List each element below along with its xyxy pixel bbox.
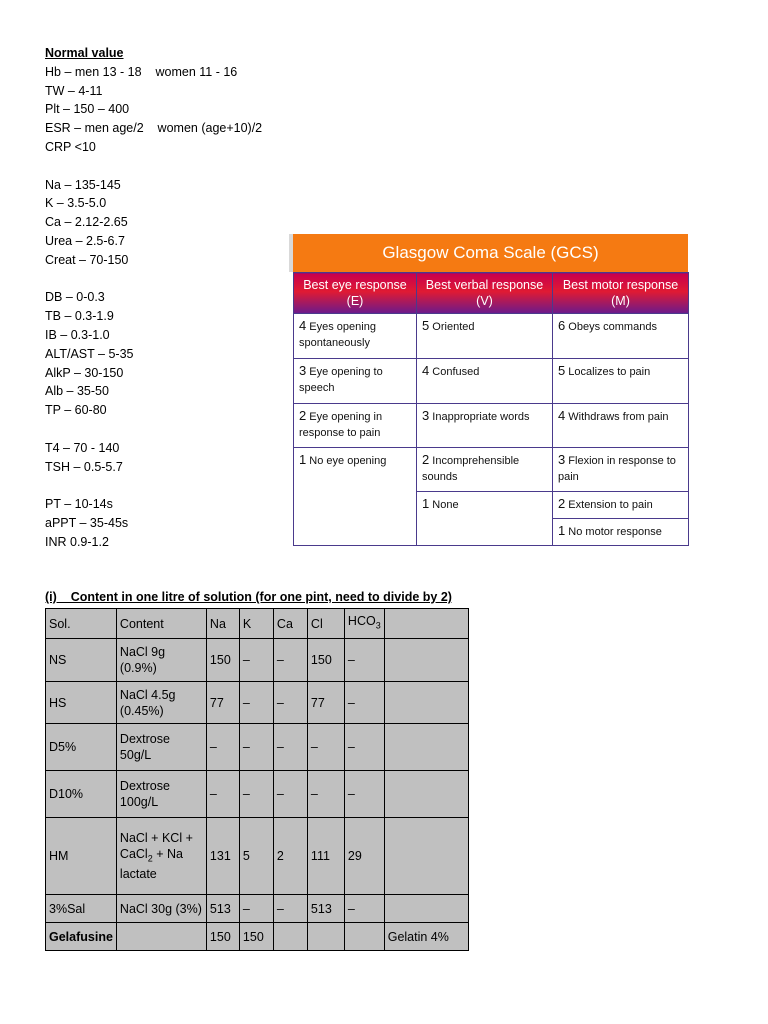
table-row	[46, 818, 469, 895]
table-row	[46, 923, 469, 951]
table-cell: 513	[206, 895, 239, 923]
table-cell	[384, 895, 468, 923]
table-cell: 5	[239, 818, 273, 895]
table-cell: 150	[239, 923, 273, 951]
table-cell	[307, 923, 344, 951]
gcs-verbal-cell: 1 None	[417, 492, 553, 546]
table-cell	[384, 771, 468, 818]
group-spacer	[45, 157, 262, 176]
header-cell: Ca	[273, 609, 307, 639]
gcs-verbal-cell: 2 Incomprehensible sounds	[417, 448, 553, 492]
normal-values-title: Normal value	[45, 46, 124, 60]
gcs-table	[293, 272, 689, 546]
gcs-motor-cell: 5 Localizes to pain	[553, 359, 689, 404]
gcs-header-verbal: Best verbal response (V)	[417, 273, 553, 314]
group-spacer	[45, 270, 262, 289]
table-cell: –	[307, 724, 344, 771]
table-cell: 150	[307, 639, 344, 682]
table-cell	[384, 724, 468, 771]
gcs-banner	[293, 234, 688, 272]
table-cell: –	[239, 895, 273, 923]
normal-value-line: TSH – 0.5-5.7	[45, 459, 123, 474]
gcs-eye-cell: 2 Eye opening in response to pain	[294, 404, 417, 448]
table-row	[46, 724, 469, 771]
normal-value-line: Hb – men 13 - 18 women 11 - 16	[45, 64, 238, 79]
table-cell: D5%	[46, 724, 117, 771]
normal-value-line: DB – 0-0.3	[45, 290, 105, 305]
table-cell: –	[344, 771, 384, 818]
header-cell: Na	[206, 609, 239, 639]
normal-value-line: Urea – 2.5-6.7	[45, 233, 125, 248]
table-cell: 131	[206, 818, 239, 895]
table-cell: –	[273, 639, 307, 682]
normal-value-line: ALT/AST – 5-35	[45, 346, 134, 361]
table-cell: –	[273, 724, 307, 771]
gcs-motor-cell: 6 Obeys commands	[553, 314, 689, 359]
gcs-header-eye: Best eye response (E)	[294, 273, 417, 314]
solutions-table-body	[46, 609, 469, 951]
table-cell: Gelafusine	[46, 923, 117, 951]
table-cell: –	[239, 639, 273, 682]
table-row	[46, 639, 469, 682]
table-cell	[344, 923, 384, 951]
table-cell: –	[344, 639, 384, 682]
normal-value-line: AlkP – 30-150	[45, 365, 124, 380]
normal-value-line: IB – 0.3-1.0	[45, 327, 110, 342]
normal-value-line: Na – 135-145	[45, 177, 121, 192]
header-cell: Content	[116, 609, 206, 639]
table-cell: –	[239, 771, 273, 818]
table-cell: –	[206, 724, 239, 771]
table-cell: 3%Sal	[46, 895, 117, 923]
normal-value-line: TW – 4-11	[45, 83, 103, 98]
table-cell: –	[344, 724, 384, 771]
normal-values-body	[45, 63, 262, 552]
normal-value-line: TB – 0.3-1.9	[45, 309, 114, 324]
normal-value-line: Alb – 35-50	[45, 384, 109, 399]
gcs-eye-cell: 1 No eye opening	[294, 448, 417, 546]
table-cell: 29	[344, 818, 384, 895]
normal-value-line: Ca – 2.12-2.65	[45, 215, 128, 230]
header-cell: K	[239, 609, 273, 639]
table-cell: Gelatin 4%	[384, 923, 468, 951]
normal-value-line: PT – 10-14s	[45, 497, 113, 512]
gcs-header-motor: Best motor response (M)	[553, 273, 689, 314]
solutions-table	[45, 608, 469, 951]
gcs-banner-tab	[289, 234, 293, 272]
table-cell: –	[344, 682, 384, 724]
table-cell: 150	[206, 639, 239, 682]
table-cell: HM	[46, 818, 117, 895]
table-cell: NaCl 4.5g (0.45%)	[116, 682, 206, 724]
table-cell: D10%	[46, 771, 117, 818]
table-cell: 111	[307, 818, 344, 895]
table-cell: –	[273, 895, 307, 923]
normal-value-line: K – 3.5-5.0	[45, 196, 107, 211]
table-cell: –	[344, 895, 384, 923]
table-cell: NaCl + KCl + CaCl$_2$ + Na lactate	[116, 818, 206, 895]
header-cell	[384, 609, 468, 639]
table-cell: –	[307, 771, 344, 818]
table-cell: 513	[307, 895, 344, 923]
normal-value-line: INR 0.9-1.2	[45, 534, 109, 549]
table-cell: NS	[46, 639, 117, 682]
header-cell: $HCO_3$	[344, 609, 384, 639]
solutions-header-row	[46, 609, 469, 639]
table-cell: 2	[273, 818, 307, 895]
table-cell: –	[239, 724, 273, 771]
table-cell: HS	[46, 682, 117, 724]
header-cell: Sol.	[46, 609, 117, 639]
gcs-verbal-cell: 5 Oriented	[417, 314, 553, 359]
normal-values-list	[45, 44, 262, 552]
normal-value-line: TP – 60-80	[45, 403, 107, 418]
table-cell: NaCl 30g (3%)	[116, 895, 206, 923]
table-cell: Dextrose 100g/L	[116, 771, 206, 818]
normal-value-line: T4 – 70 - 140	[45, 440, 120, 455]
gcs-table-image	[293, 234, 688, 546]
table-row	[46, 682, 469, 724]
table-cell: –	[239, 682, 273, 724]
table-cell: 77	[206, 682, 239, 724]
table-cell: –	[273, 771, 307, 818]
gcs-eye-cell: 3 Eye opening to speech	[294, 359, 417, 404]
gcs-motor-cell: 3 Flexion in response to pain	[553, 448, 689, 492]
table-cell	[384, 682, 468, 724]
table-row	[46, 895, 469, 923]
table-cell: –	[273, 682, 307, 724]
normal-value-line: CRP <10	[45, 139, 96, 154]
solutions-title: (i) Content in one litre of solution (for one pint, need to divide by 2)	[45, 590, 452, 604]
normal-value-line: aPPT – 35-45s	[45, 515, 129, 530]
table-cell	[384, 639, 468, 682]
table-row	[46, 771, 469, 818]
gcs-eye-cell: 4 Eyes opening spontaneously	[294, 314, 417, 359]
table-cell	[384, 818, 468, 895]
gcs-motor-cell: 4 Withdraws from pain	[553, 404, 689, 448]
table-cell	[116, 923, 206, 951]
table-cell: 77	[307, 682, 344, 724]
gcs-title: Glasgow Coma Scale (GCS)	[382, 243, 599, 262]
normal-value-line: Plt – 150 – 400	[45, 102, 130, 117]
group-spacer	[45, 476, 262, 495]
normal-value-line: ESR – men age/2 women (age+10)/2	[45, 121, 263, 136]
normal-value-line: Creat – 70-150	[45, 252, 129, 267]
table-cell: Dextrose 50g/L	[116, 724, 206, 771]
gcs-verbal-cell: 3 Inappropriate words	[417, 404, 553, 448]
table-cell: NaCl 9g (0.9%)	[116, 639, 206, 682]
header-cell: Cl	[307, 609, 344, 639]
table-cell: –	[206, 771, 239, 818]
table-cell: 150	[206, 923, 239, 951]
gcs-motor-cell: 1 No motor response	[553, 519, 689, 546]
gcs-verbal-cell: 4 Confused	[417, 359, 553, 404]
gcs-motor-cell: 2 Extension to pain	[553, 492, 689, 519]
group-spacer	[45, 420, 262, 439]
table-cell	[273, 923, 307, 951]
